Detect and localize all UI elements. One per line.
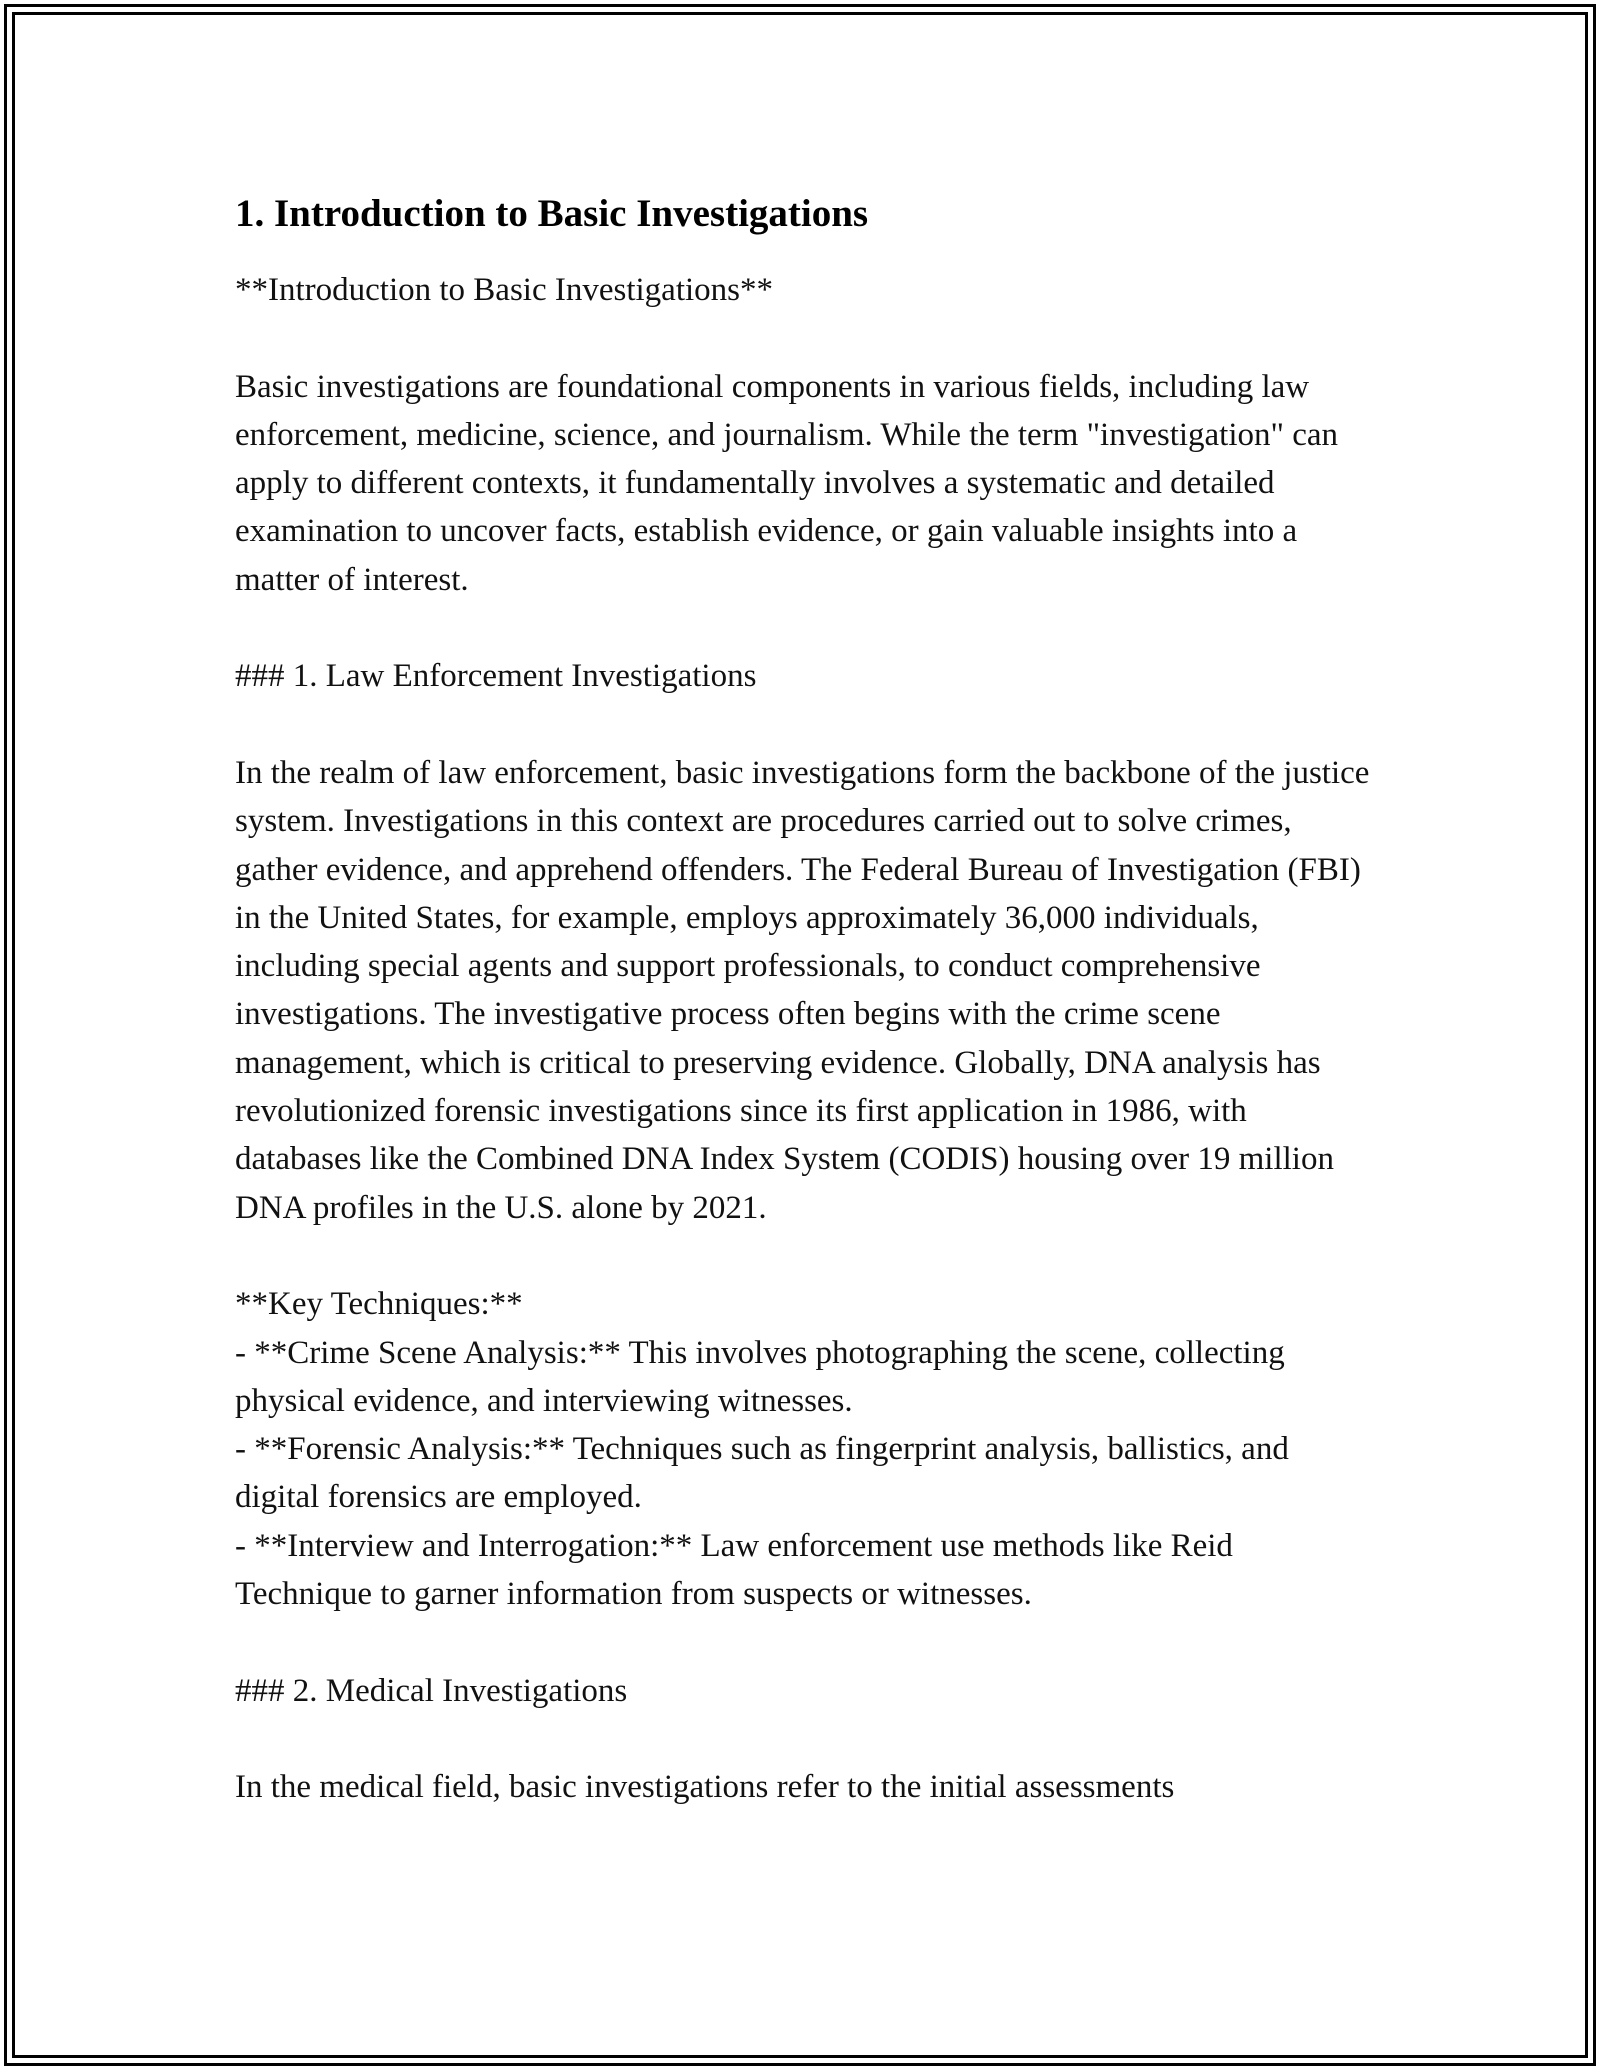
law-enforcement-paragraph: In the realm of law enforcement, basic investigations form the backbone of the justice system. Investigations in this context are procedures carried out to solve crimes, gather evidence, and apprehend offenders. The Federal Bureau of Investigation (FBI) in the United States, for example, employs approximately 36,000 individuals, including special agents and support professionals, to conduct comprehensive investigations. The investigative process often begins with the crime scene management, which is critical to preserving evidence. Globally, DNA analysis has revolutionized forensic investigations since its first application in 1986, with databases like the Combined DNA Index System (CODIS) housing over 19 million DNA profiles in the U.S. alone by 2021.: [235, 754, 1370, 1226]
paragraph-gap: [235, 1715, 1375, 1763]
medical-paragraph: In the medical field, basic investigations refer to the initial assessments: [235, 1769, 1175, 1806]
section-heading-law-enforcement: ### 1. Law Enforcement Investigations: [235, 658, 757, 695]
paragraph-gap: [235, 1618, 1375, 1666]
list-item-forensic: - **Forensic Analysis:** Techniques such as fingerprint analysis, ballistics, and digital forensics are employed.: [235, 1431, 1289, 1516]
section-heading-medical: ### 2. Medical Investigations: [235, 1672, 628, 1709]
document-body: [235, 188, 1375, 1812]
paragraph-gap: [235, 701, 1375, 749]
list-item-interview: - **Interview and Interrogation:** Law enforcement use methods like Reid Technique to garner information from suspects or witnesses.: [235, 1527, 1233, 1613]
intro-heading: **Introduction to Basic Investigations**: [235, 272, 774, 308]
paragraph-gap: [235, 1232, 1375, 1280]
paragraph-gap: [235, 604, 1375, 652]
list-item-crime-scene: - **Crime Scene Analysis:** This involves photographing the scene, collecting physical evidence, and interviewing witnesses.: [235, 1334, 1285, 1419]
intro-paragraph: Basic investigations are foundational components in various fields, including law enforcement, medicine, science, and journalism. While the term "investigation" can apply to different contexts, it fundamentally involves a systematic and detailed examination to uncover facts, establish evidence, or gain valuable insights into a matter of interest.: [235, 368, 1339, 598]
key-techniques-heading: **Key Techniques:**: [235, 1286, 523, 1323]
page-title: 1. Introduction to Basic Investigations: [235, 192, 869, 235]
paragraph-gap: [235, 314, 1375, 362]
